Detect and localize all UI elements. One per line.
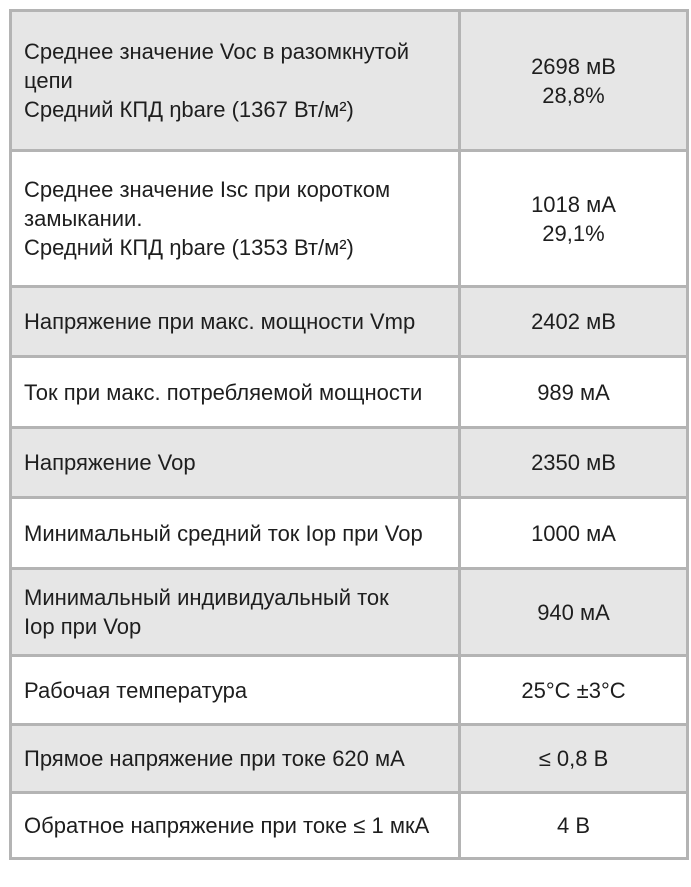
parameter-text: Напряжение при макс. мощности Vmp [24, 309, 416, 334]
parameter-cell [11, 151, 460, 287]
parameter-cell [11, 793, 460, 859]
table-row [11, 725, 688, 793]
value-text: 2402 мВ [531, 309, 616, 334]
table-row [11, 357, 688, 428]
value-text: 28,8% [542, 82, 605, 108]
table-row [11, 498, 688, 569]
table-row [11, 428, 688, 498]
parameter-cell [11, 287, 460, 357]
parameter-text: замыкании. [24, 206, 143, 231]
value-text: 989 мА [537, 379, 610, 405]
value-text: 4 В [556, 813, 591, 838]
parameter-text: Iop при Vop [24, 614, 142, 639]
parameter-text: Ток при макс. потребляемой мощности [24, 379, 423, 405]
value-cell [460, 357, 688, 428]
parameter-cell [11, 11, 460, 151]
parameter-cell [11, 569, 460, 656]
specifications-table [9, 9, 689, 860]
value-cell [460, 725, 688, 793]
table-row [11, 287, 688, 357]
value-text: 1018 мА [531, 191, 616, 217]
parameter-cell [11, 428, 460, 498]
value-text: 25°C ±3°C [521, 677, 626, 703]
parameter-text: Среднее значение Isc при коротком [24, 177, 391, 202]
parameter-text: Средний КПД ŋbare (1353 Вт/м²) [24, 235, 354, 260]
table-row [11, 793, 688, 859]
parameter-cell [11, 725, 460, 793]
value-text: 29,1% [542, 220, 605, 246]
table-row [11, 151, 688, 287]
value-cell [460, 287, 688, 357]
parameter-text: Рабочая температура [24, 677, 248, 703]
table-row [11, 656, 688, 725]
value-text: 940 мА [537, 599, 610, 625]
parameter-text: Среднее значение Voc в разомкнутой [24, 39, 410, 64]
parameter-text: Минимальный средний ток Iop при Vop [24, 520, 423, 546]
parameter-text: Средний КПД ŋbare (1367 Вт/м²) [24, 97, 354, 122]
value-cell [460, 428, 688, 498]
parameter-cell [11, 357, 460, 428]
parameter-text: цепи [24, 68, 73, 93]
value-cell [460, 569, 688, 656]
parameter-text: Напряжение Vop [24, 450, 196, 475]
value-cell [460, 793, 688, 859]
parameter-text: Прямое напряжение при токе 620 мА [24, 746, 405, 771]
value-cell [460, 11, 688, 151]
value-cell [460, 151, 688, 287]
value-text: 1000 мА [531, 520, 616, 546]
value-text: 2350 мВ [531, 450, 616, 475]
table-row [11, 11, 688, 151]
parameter-text: Минимальный индивидуальный ток [24, 585, 389, 610]
parameter-text: Обратное напряжение при токе ≤ 1 мкА [24, 813, 430, 838]
value-cell [460, 498, 688, 569]
parameter-cell [11, 656, 460, 725]
parameter-cell [11, 498, 460, 569]
value-cell [460, 656, 688, 725]
table-row [11, 569, 688, 656]
value-text: ≤ 0,8 В [538, 746, 609, 771]
value-text: 2698 мВ [531, 53, 616, 79]
